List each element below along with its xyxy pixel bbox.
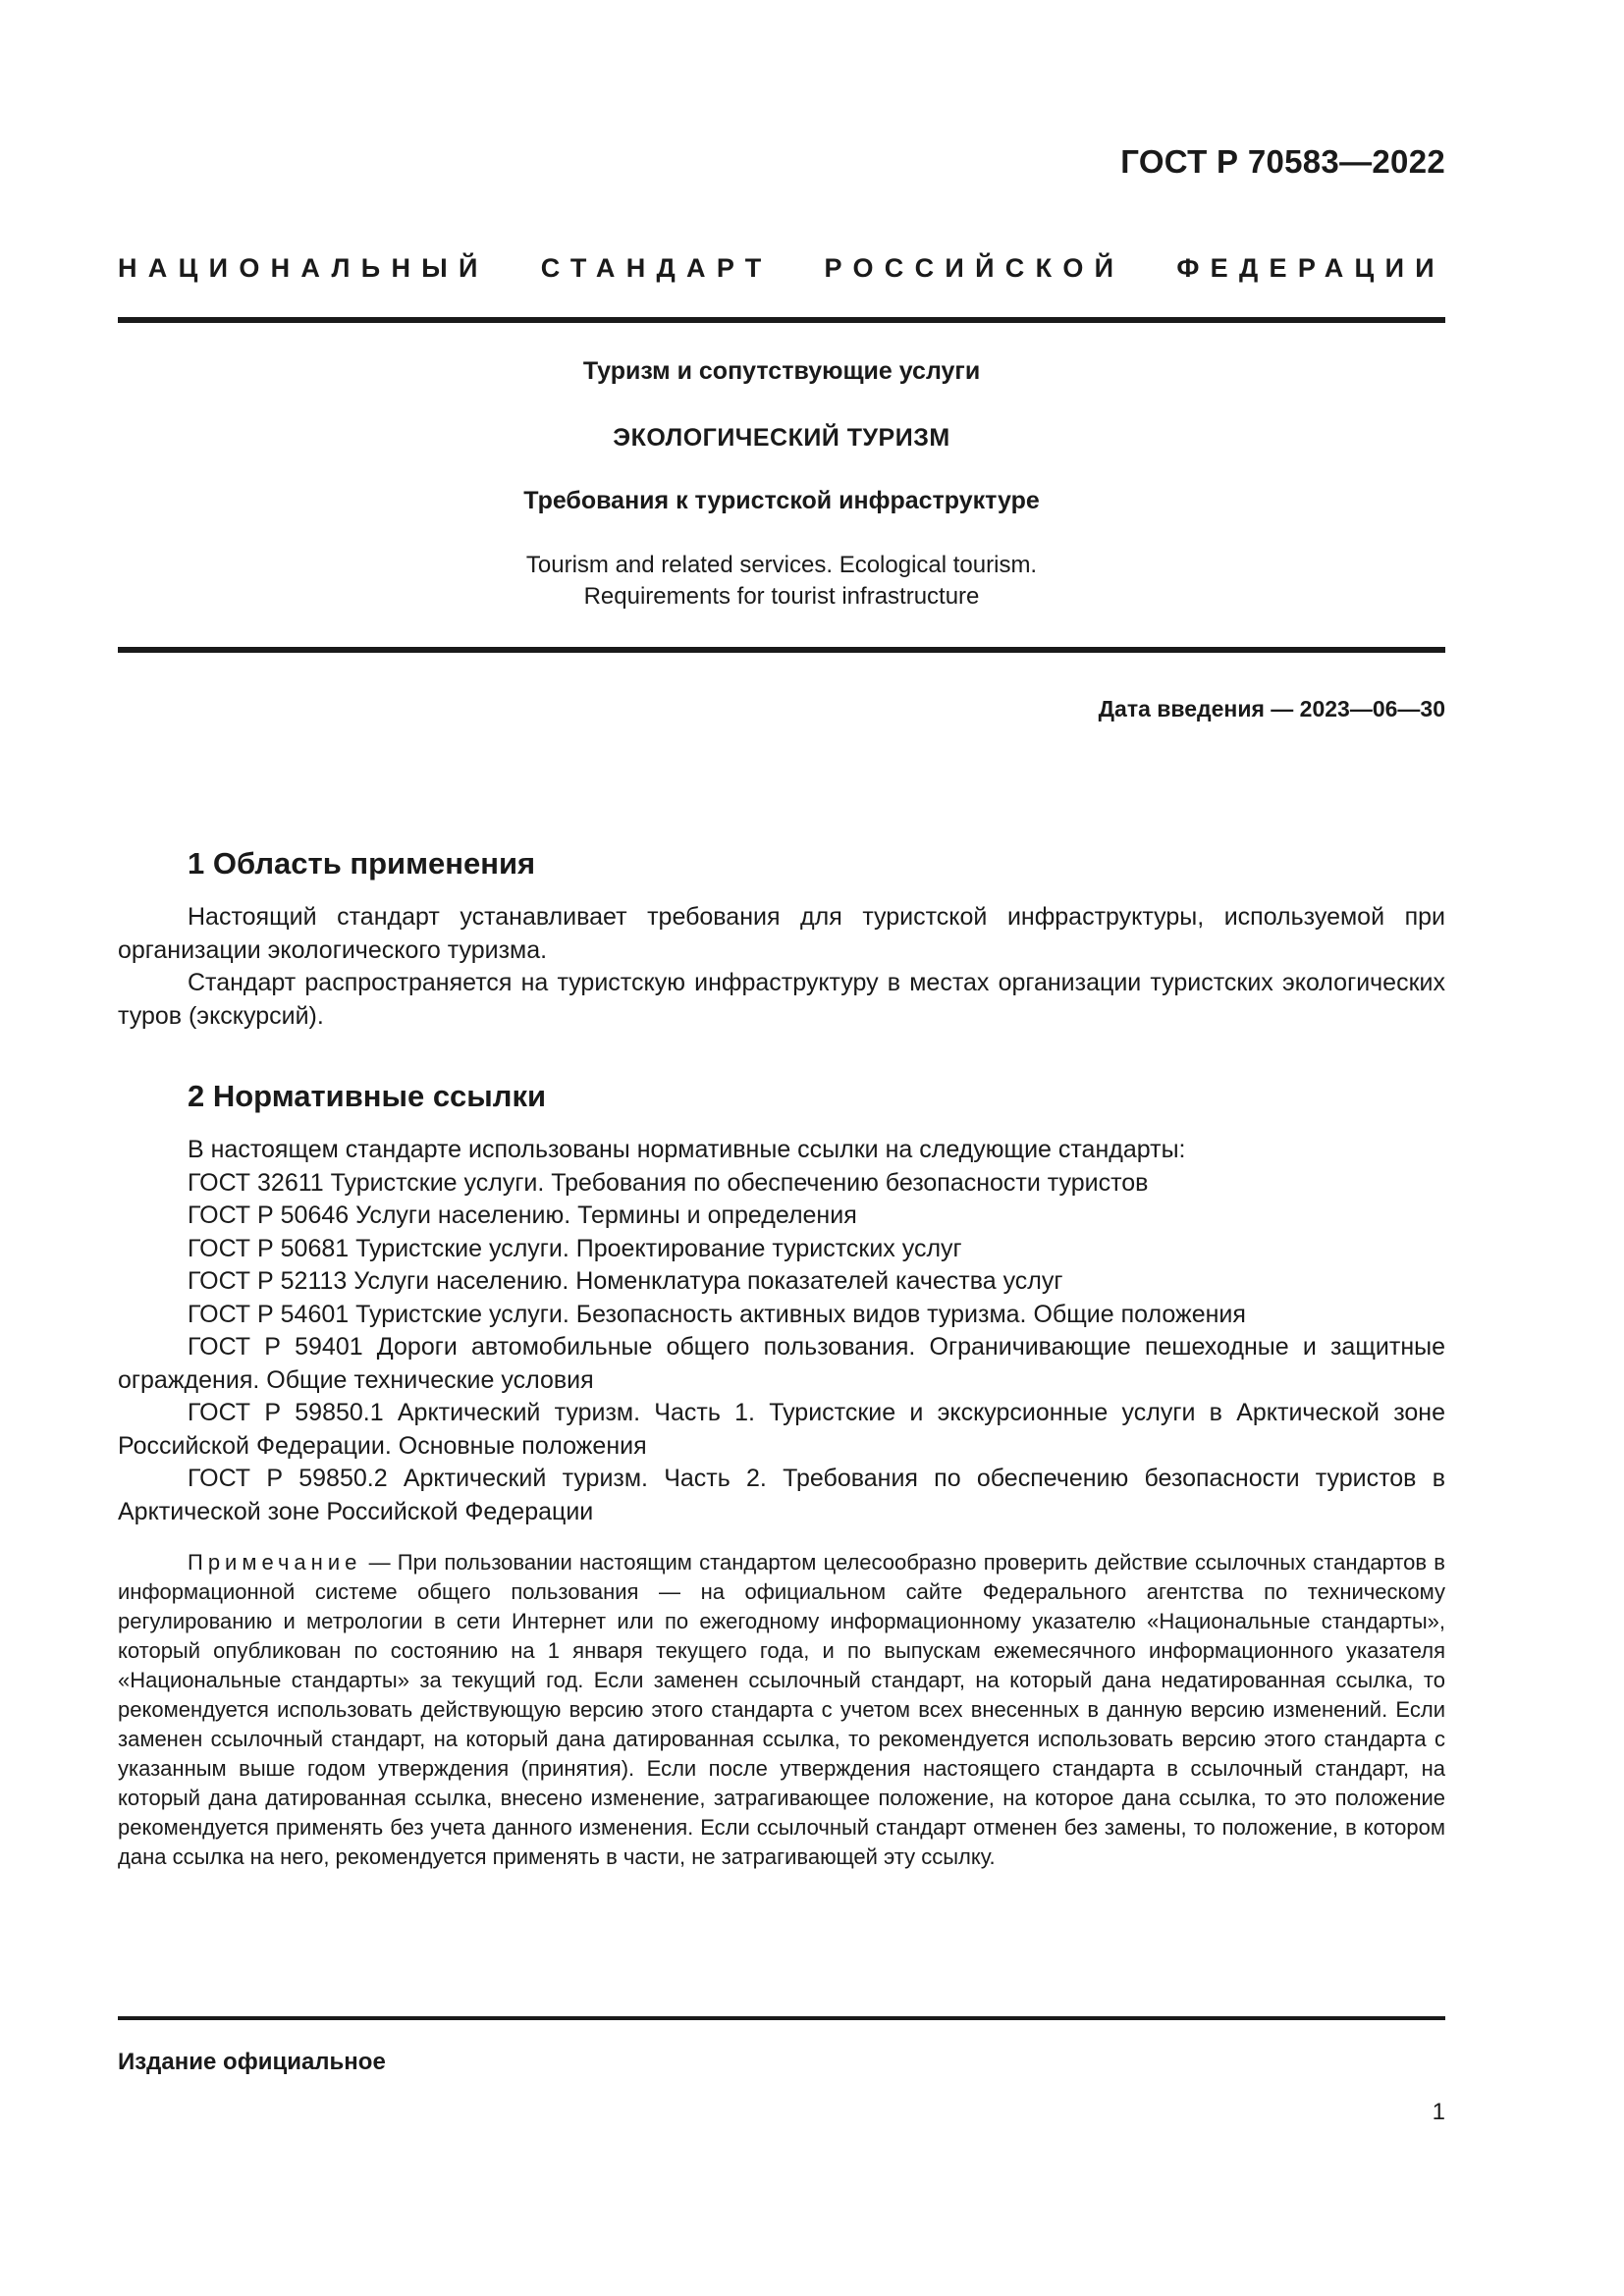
title-line-1: Туризм и сопутствующие услуги [582,357,981,385]
section-1-body [118,901,1445,1033]
reference-item: ГОСТ Р 59401 Дороги автомобильные общего пользования. Ограничивающие пешеходные и защитные ограждения. Общие технические условия [118,1333,1445,1394]
reference-item: ГОСТ 32611 Туристские услуги. Требования по обеспечению безопасности туристов [188,1168,1149,1197]
reference-item: ГОСТ Р 54601 Туристские услуги. Безопасность активных видов туризма. Общие положения [188,1300,1246,1328]
reference-item: ГОСТ Р 52113 Услуги населению. Номенклатура показателей качества услуг [188,1267,1063,1295]
introduction-date: Дата введения — 2023—06—30 [1098,696,1445,721]
note-label: Примечание [188,1550,362,1575]
page-number: 1 [1432,2099,1445,2125]
reference-item: ГОСТ Р 50681 Туристские услуги. Проектирование туристских услуг [188,1234,962,1262]
document-page [118,0,1445,2296]
section-2-heading: 2 Нормативные ссылки [188,1079,547,1113]
footer-divider [118,2016,1445,2020]
section-1-paragraph: Стандарт распространяется на туристскую инфраструктуру в местах организации туристских экологических туров (экскурсий). [118,969,1445,1030]
section-1-heading: 1 Область применения [188,846,536,881]
reference-item: ГОСТ Р 50646 Услуги населению. Термины и определения [188,1201,857,1229]
official-edition-label: Издание официальное [118,2049,386,2075]
reference-item: ГОСТ Р 59850.2 Арктический туризм. Часть 2. Требования по обеспечению безопасности туристов в Арктической зоне Российской Федерации [118,1465,1445,1525]
section-2-body [118,1134,1445,1528]
national-standard-title: НАЦИОНАЛЬНЫЙ СТАНДАРТ РОССИЙСКОЙ ФЕДЕРАЦИИ [118,253,1445,283]
section-1-paragraph: Настоящий стандарт устанавливает требования для туристской инфраструктуры, используемой при организации экологического туризма. [118,903,1445,964]
section-2-heading-wrap [118,1077,1445,1116]
note-paragraph [118,1548,1445,1872]
title-line-3: Требования к туристской инфраструктуре [523,487,1040,514]
note-text: — При пользовании настоящим стандартом целесообразно проверить действие ссылочных стандартов в информационной системе общего пользования — на официальном сайте Федерального агентства по техническому регулированию и метрологии в сети Интернет или по ежегодному информационному указателю «Национальные стандарты», который опубликован по состоянию на 1 января текущего года, и по выпускам ежемесячного информационного указателя «Национальные стандарты» за текущий год. Если заменен ссылочный стандарт, на который дана недатированная ссылка, то рекомендуется использовать действующую версию этого стандарта с учетом всех внесенных в данную версию изменений. Если заменен ссылочный стандарт, на который дана датированная ссылка, то рекомендуется использовать версию этого стандарта с указанным выше годом утверждения (принятия). Если после утверждения настоящего стандарта в ссылочный стандарт, на который дана датированная ссылка, внесено изменение, затрагивающее положение, на которое дана ссылка, то это положение рекомендуется применять без учета данного изменения. Если ссылочный стандарт отменен без замены, то положение, в котором дана ссылка на него, рекомендуется применять в части, не затрагивающей эту ссылку. [118,1550,1445,1869]
english-title [118,550,1445,613]
top-divider [118,317,1445,323]
document-code: ГОСТ Р 70583—2022 [1120,143,1445,180]
section-1-heading-wrap [118,844,1445,883]
english-title-line-2: Requirements for tourist infrastructure [583,583,980,610]
reference-item: ГОСТ Р 59850.1 Арктический туризм. Часть 1. Туристские и экскурсионные услуги в Арктической зоне Российской Федерации. Основные положения [118,1399,1445,1460]
section-2-intro: В настоящем стандарте использованы нормативные ссылки на следующие стандарты: [188,1136,1186,1163]
title-line-2: ЭКОЛОГИЧЕСКИЙ ТУРИЗМ [613,424,950,452]
title-divider [118,647,1445,653]
english-title-line-1: Tourism and related services. Ecological tourism. [525,552,1038,578]
